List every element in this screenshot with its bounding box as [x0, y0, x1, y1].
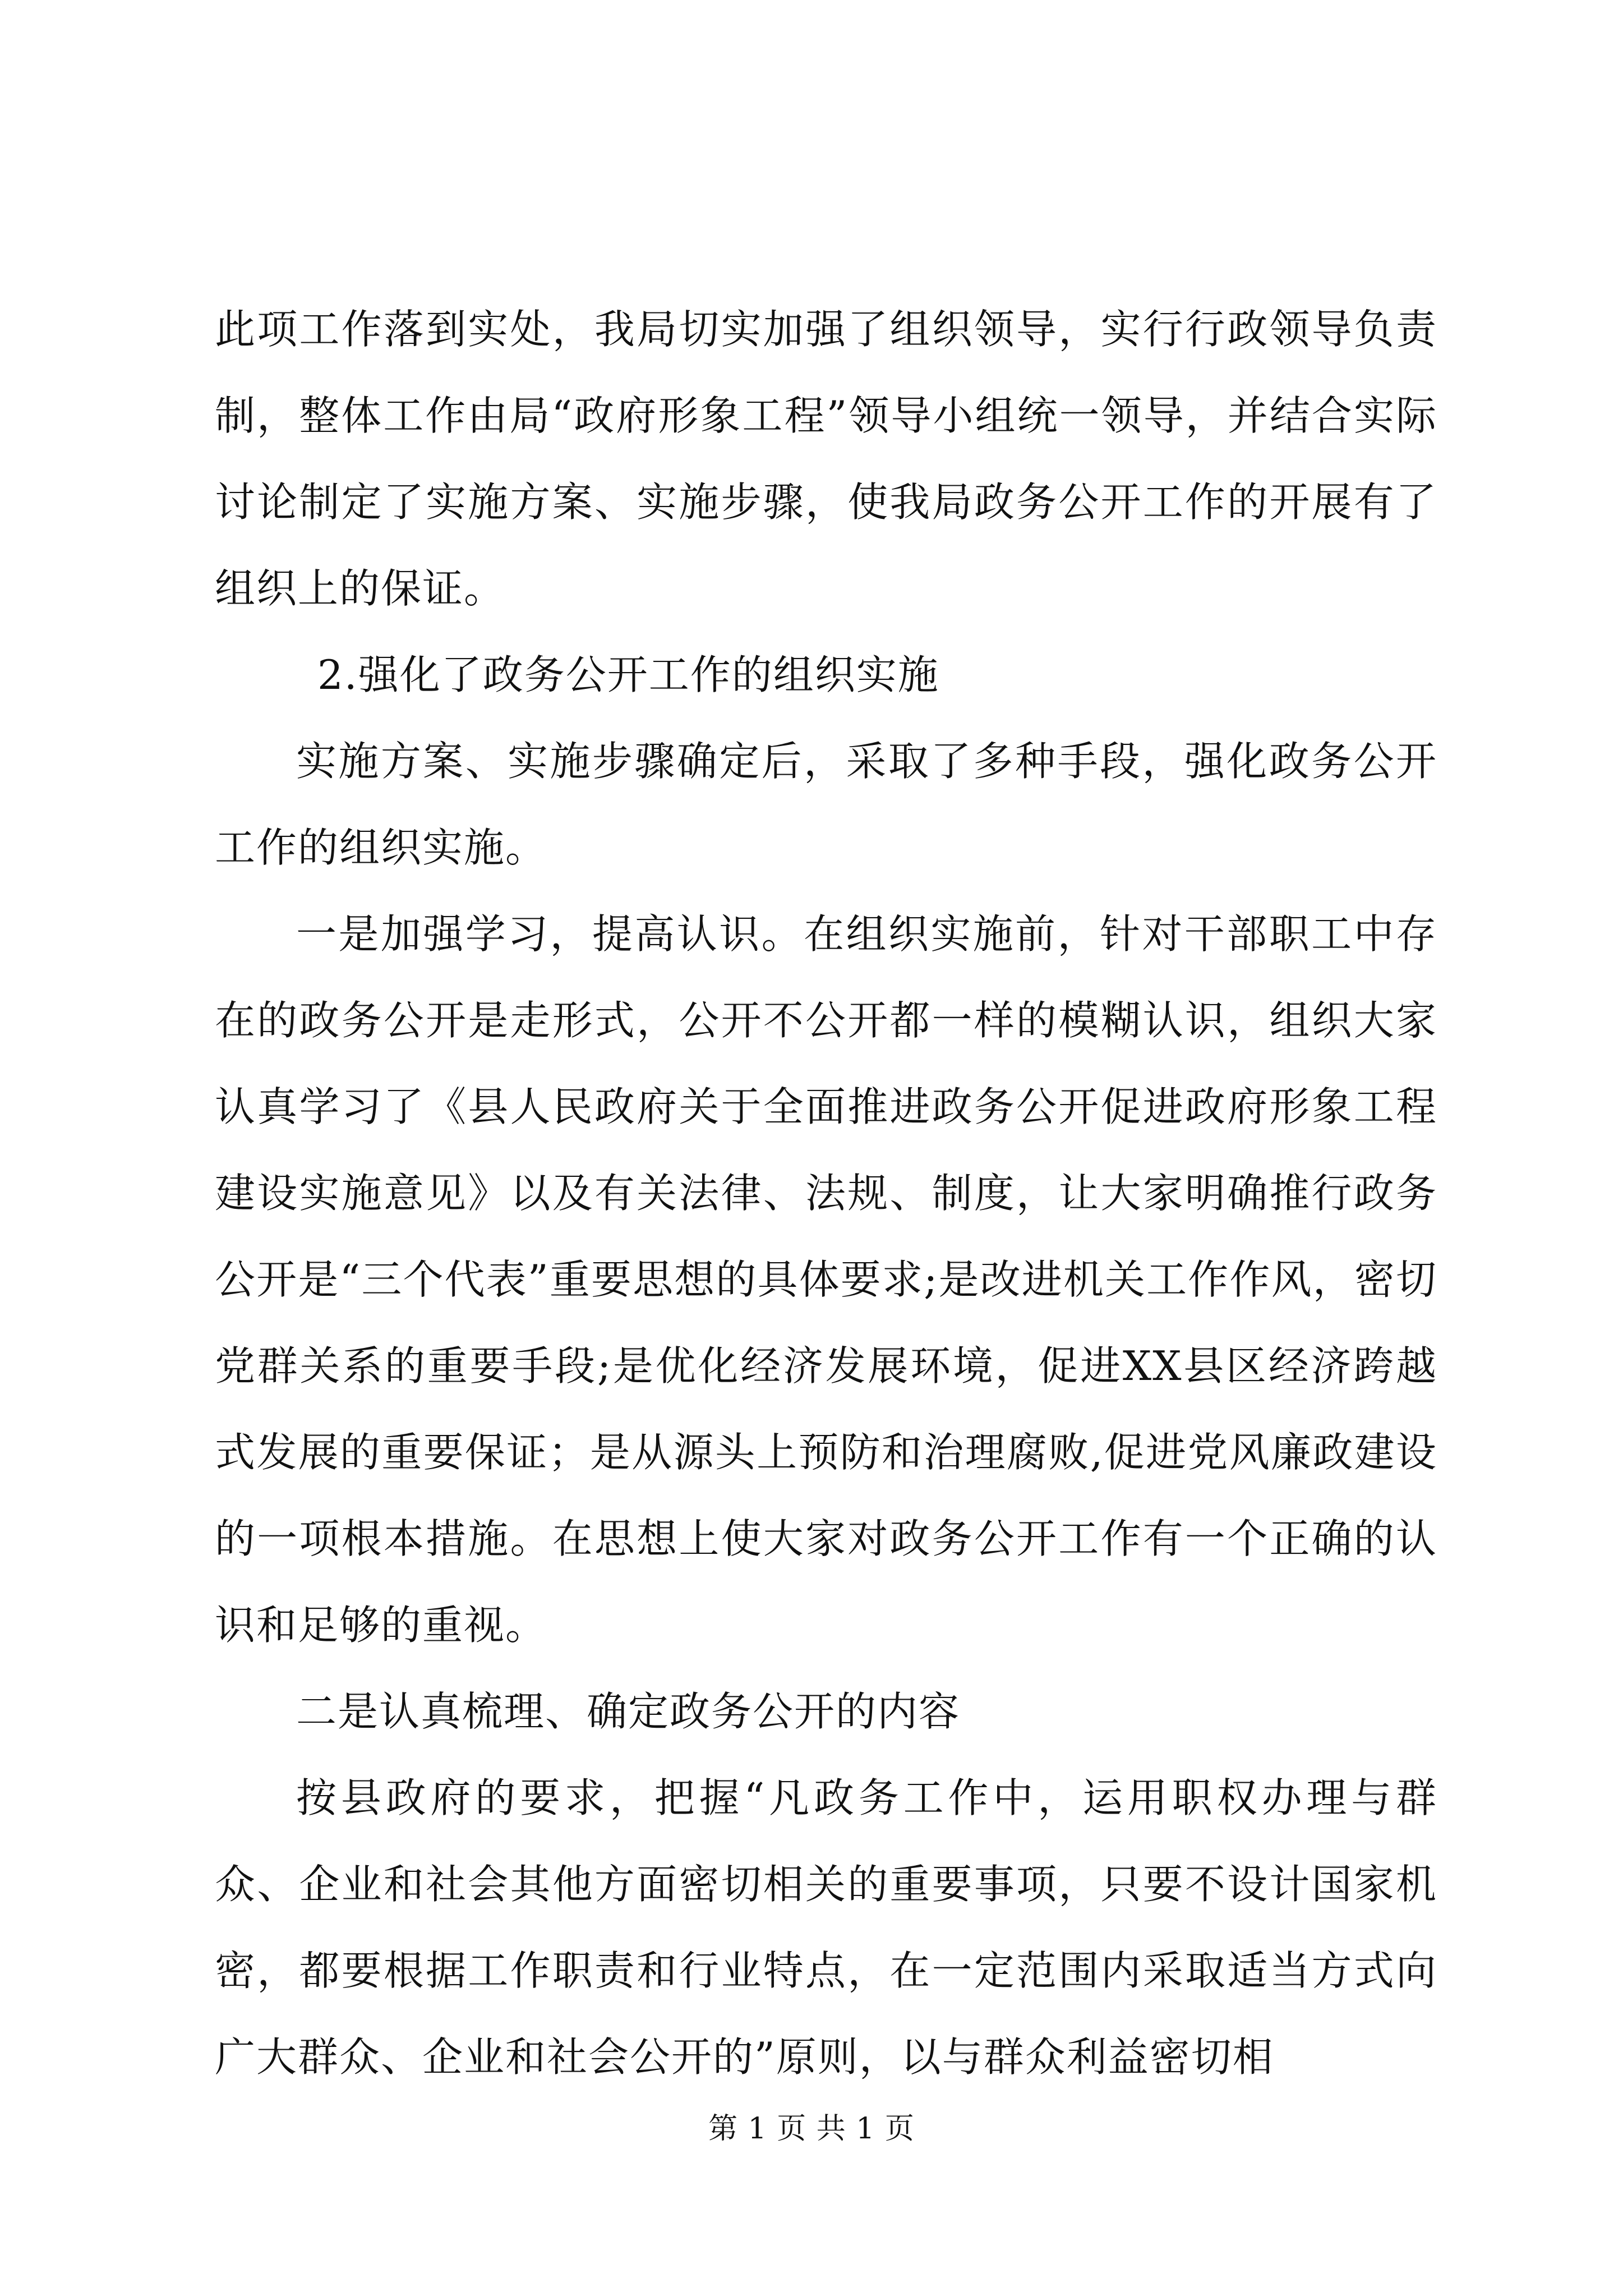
paragraph-government-requirements: 按县政府的要求，把握“凡政务工作中，运用职权办理与群众、企业和社会其他方面密切相关的重要事项，只要不设计国家机密，都要根据工作职责和行业特点，在一定范围内采取适当方式向广大群众、企业和社会公开的”原则，以与群众利益密切相 [215, 1774, 1437, 2081]
paragraph-implementation-intro: 实施方案、实施步骤确定后，采取了多种手段，强化政务公开工作的组织实施。 [215, 738, 1437, 871]
paragraph-continuation: 此项工作落到实处，我局切实加强了组织领导，实行行政领导负责制，整体工作由局“政府形象工程”领导小组统一领导，并结合实际讨论制定了实施方案、实施步骤，使我局政务公开工作的开展有了组织上的保证。 [215, 306, 1437, 612]
page-footer: 第 1 页 共 1 页 [708, 2112, 915, 2146]
paragraph-subheading-content: 二是认真梳理、确定政务公开的内容 [296, 1688, 961, 1735]
section-heading-2: 2.强化了政务公开工作的组织实施 [317, 651, 939, 698]
paragraph-study-awareness: 一是加强学习，提高认识。在组织实施前，针对干部职工中存在的政务公开是走形式，公开不公开都一样的模糊认识，组织大家认真学习了《县人民政府关于全面推进政务公开促进政府形象工程建设实施意见》以及有关法律、法规、制度，让大家明确推行政务公开是“三个代表”重要思想的具体要求;是改进机关工作作风，密切党群关系的重要手段;是优化经济发展环境，促进XX县区经济跨越式发展的重要保证；是从源头上预防和治理腐败,促进党风廉政建设的一项根本措施。在思想上使大家对政务公开工作有一个正确的认识和足够的重视。 [215, 910, 1437, 1649]
document-body [215, 286, 1437, 2100]
